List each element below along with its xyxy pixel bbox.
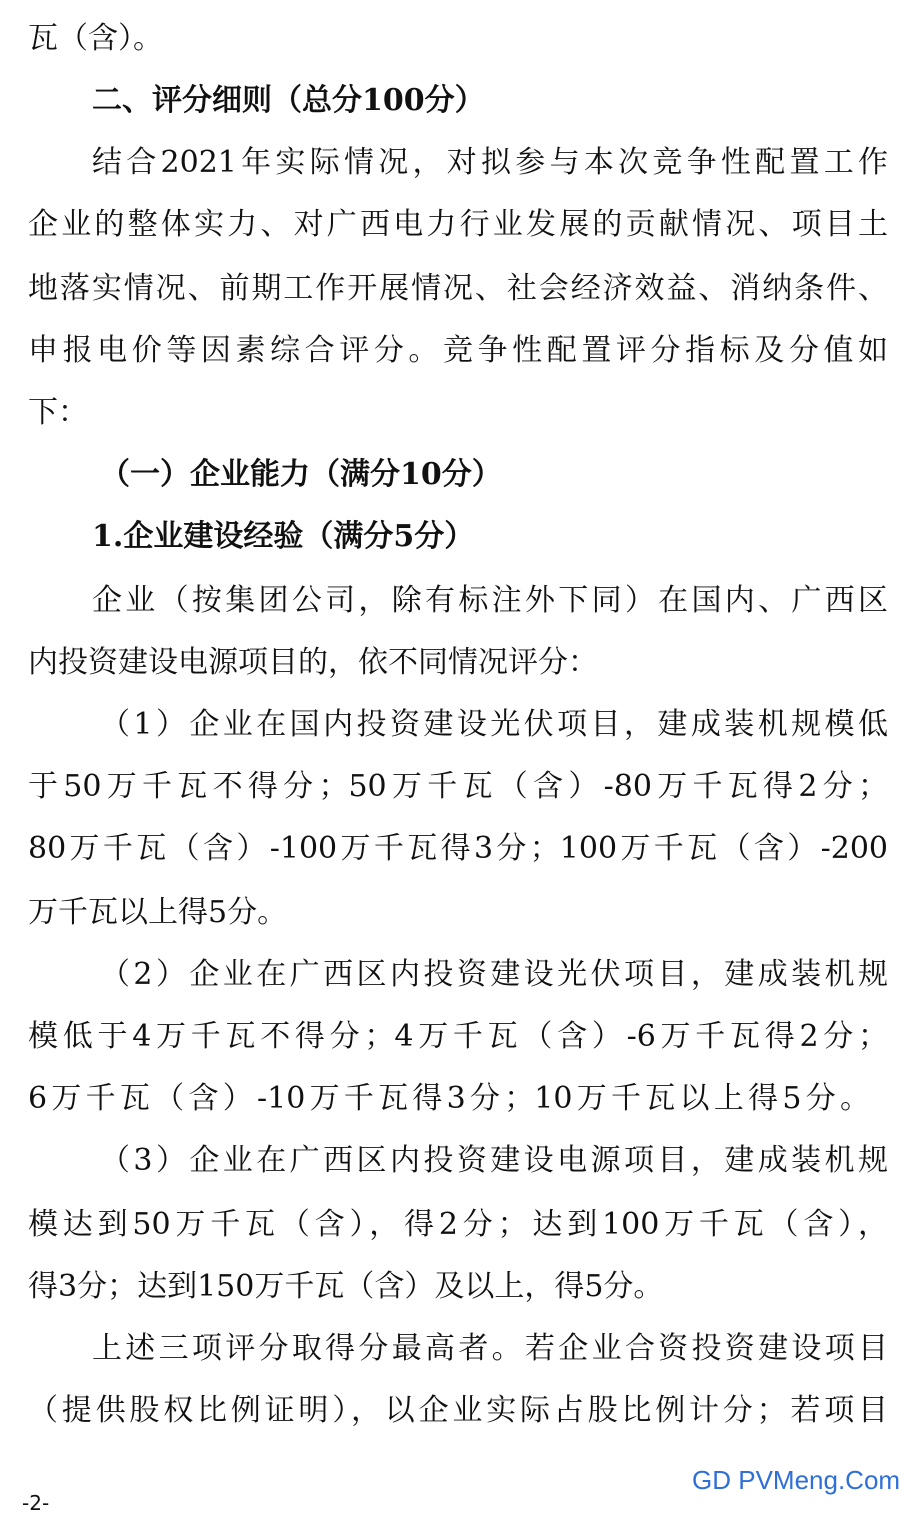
watermark-text: GD PVMeng.Com xyxy=(692,1465,901,1495)
text-line: 瓦（含）。 xyxy=(28,21,163,56)
text-line: 6万千瓦（含）-10万千瓦得3分；10万千瓦以上得5分。 xyxy=(28,1081,870,1116)
text-line: 地落实情况、前期工作开展情况、社会经济效益、消纳条件、 xyxy=(28,271,888,306)
item-heading: 1.企业建设经验（满分5分） xyxy=(92,519,475,554)
text-line: 80万千瓦（含）-100万千瓦得3分；100万千瓦（含）-200 xyxy=(28,831,888,866)
text-line: 模达到50万千瓦（含），得2分；达到100万千瓦（含）， xyxy=(28,1207,888,1242)
text-line: 万千瓦以上得5分。 xyxy=(28,895,288,930)
text-line: （3）企业在广西区内投资建设电源项目，建成装机规 xyxy=(100,1143,888,1178)
text-line: 于50万千瓦不得分；50万千瓦（含）-80万千瓦得2分； xyxy=(28,769,888,804)
page-number: -2- xyxy=(22,1491,50,1515)
text-line: 企业（按集团公司，除有标注外下同）在国内、广西区 xyxy=(92,583,888,618)
text-line: （提供股权比例证明），以企业实际占股比例计分；若项目 xyxy=(28,1393,888,1428)
text-line: 下： xyxy=(28,395,88,430)
text-line: （1）企业在国内投资建设光伏项目，建成装机规模低 xyxy=(100,707,888,742)
text-line: 内投资建设电源项目的，依不同情况评分： xyxy=(28,645,598,680)
text-line: 结合2021年实际情况，对拟参与本次竞争性配置工作 xyxy=(92,145,888,180)
text-line: 得3分；达到150万千瓦（含）及以上，得5分。 xyxy=(28,1269,664,1304)
text-line: 企业的整体实力、对广西电力行业发展的贡献情况、项目土 xyxy=(28,207,888,242)
text-line: 上述三项评分取得分最高者。若企业合资投资建设项目 xyxy=(92,1331,888,1366)
subsection-heading: （一）企业能力（满分10分） xyxy=(100,457,502,492)
text-line: （2）企业在广西区内投资建设光伏项目，建成装机规 xyxy=(100,957,888,992)
text-line: 申报电价等因素综合评分。竞争性配置评分指标及分值如 xyxy=(28,333,888,368)
section-heading: 二、评分细则（总分100分） xyxy=(92,83,485,118)
text-line: 模低于4万千瓦不得分；4万千瓦（含）-6万千瓦得2分； xyxy=(28,1019,888,1054)
